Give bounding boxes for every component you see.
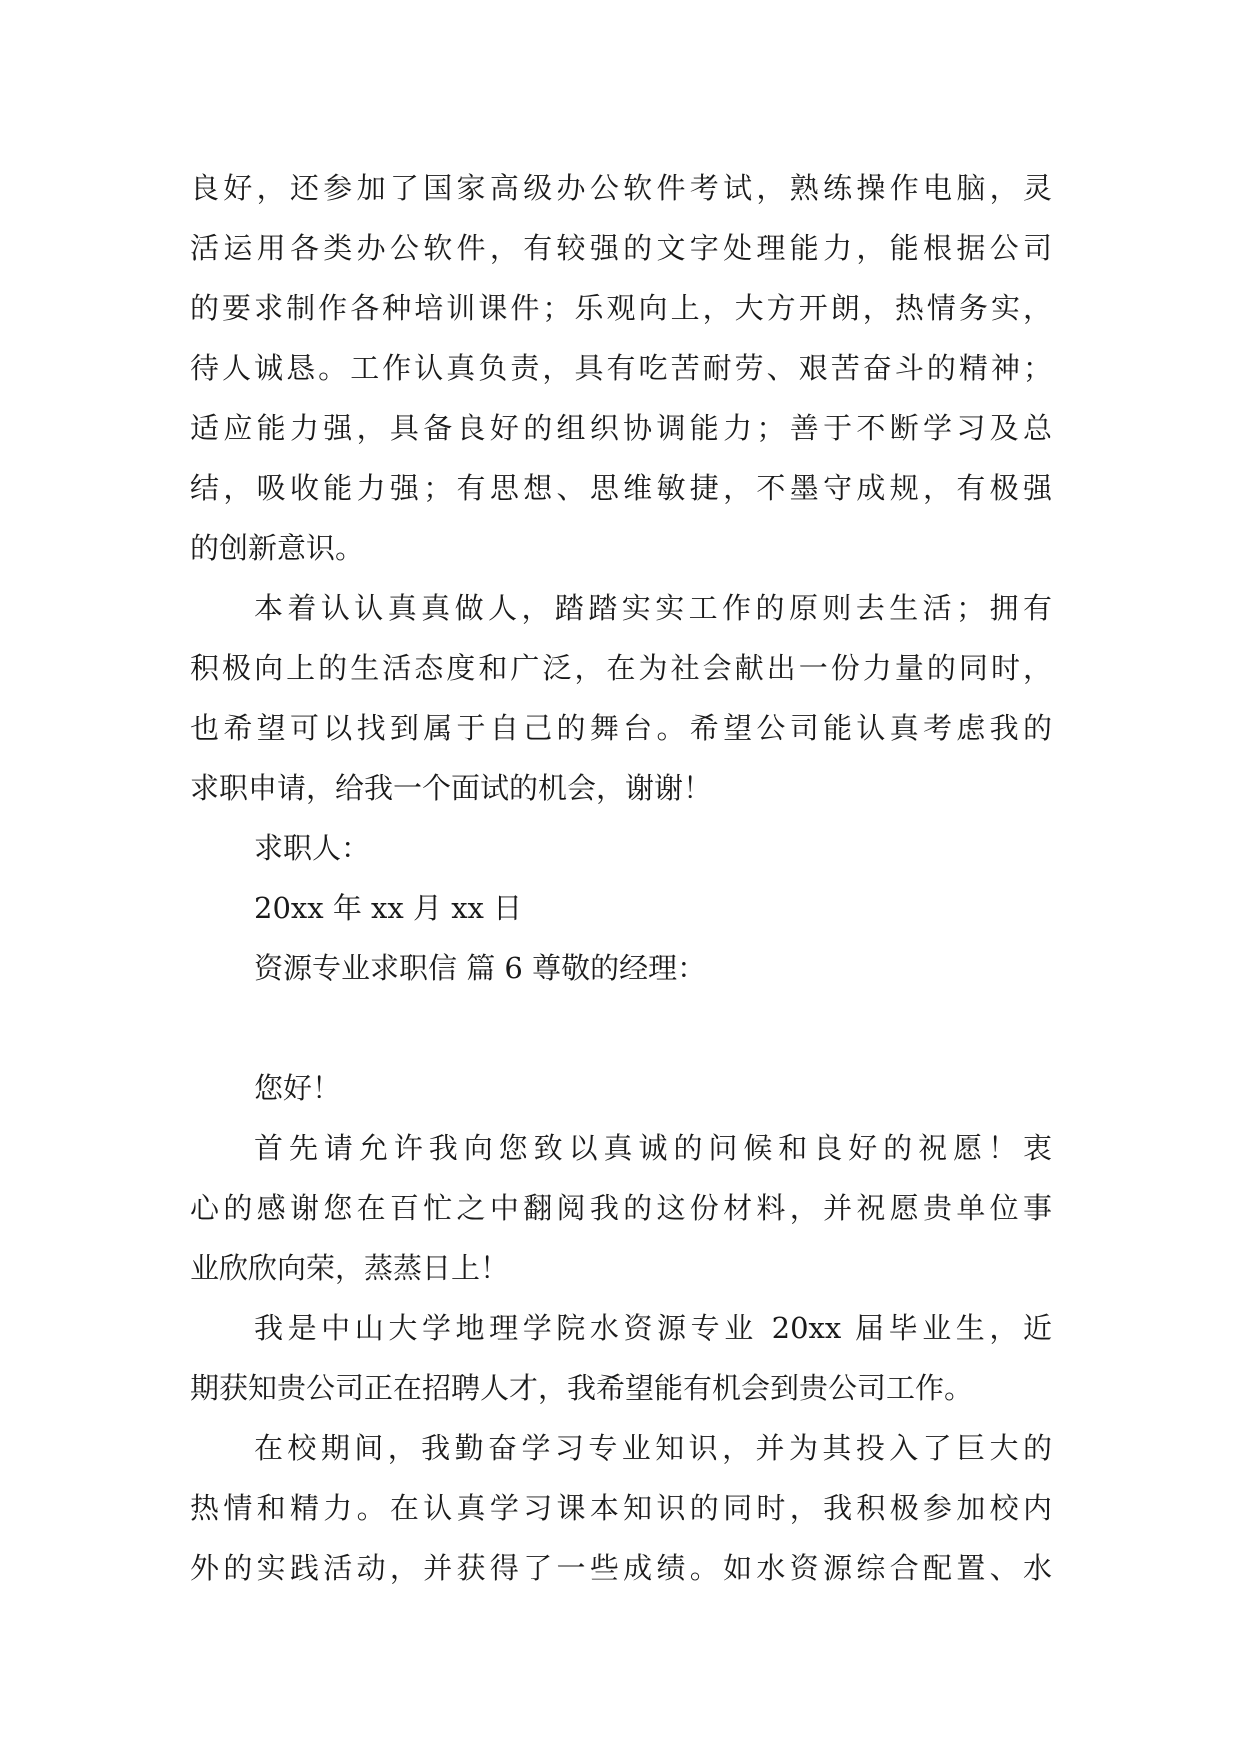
paragraph-first-line: 我是中山大学地理学院水资源专业 20xx 届毕业生，近 [254,1311,1052,1345]
date-line: 20xx 年 xx 月 xx 日 [254,891,523,925]
text-line: 外的实践活动，并获得了一些成绩。如水资源综合配置、水 [190,1551,1052,1585]
text-line: 的创新意识。 [190,531,365,565]
text-line: 良好，还参加了国家高级办公软件考试，熟练操作电脑，灵 [190,171,1052,205]
text-line: 也希望可以找到属于自己的舞台。希望公司能认真考虑我的 [190,711,1052,745]
text-line: 活运用各类办公软件，有较强的文字处理能力，能根据公司 [190,231,1052,265]
text-line: 心的感谢您在百忙之中翻阅我的这份材料，并祝愿贵单位事 [190,1191,1052,1225]
text-line: 求职申请，给我一个面试的机会，谢谢！ [190,771,713,805]
text-line: 业欣欣向荣，蒸蒸日上！ [190,1251,510,1285]
text-line: 积极向上的生活态度和广泛，在为社会献出一份力量的同时， [190,651,1052,685]
greeting: 您好！ [254,1071,342,1105]
blank-line [190,998,1052,1058]
section-heading: 资源专业求职信 篇 6 尊敬的经理： [254,951,707,985]
text-line: 热情和精力。在认真学习课本知识的同时，我积极参加校内 [190,1491,1052,1525]
text-line: 结，吸收能力强；有思想、思维敏捷，不墨守成规，有极强 [190,471,1052,505]
text-line: 的要求制作各种培训课件；乐观向上，大方开朗，热情务实， [190,291,1052,325]
text-line: 期获知贵公司正在招聘人才，我希望能有机会到贵公司工作。 [190,1371,974,1405]
paragraph-first-line: 在校期间，我勤奋学习专业知识，并为其投入了巨大的 [254,1431,1052,1465]
signature-label: 求职人： [254,831,371,865]
paragraph-first-line: 本着认认真真做人，踏踏实实工作的原则去生活；拥有 [254,591,1052,625]
paragraph-first-line: 首先请允许我向您致以真诚的问候和良好的祝愿！衷 [254,1131,1052,1165]
letter-body [190,158,1052,1598]
text-line: 适应能力强，具备良好的组织协调能力；善于不断学习及总 [190,411,1052,445]
text-line: 待人诚恳。工作认真负责，具有吃苦耐劳、艰苦奋斗的精神； [190,351,1052,385]
